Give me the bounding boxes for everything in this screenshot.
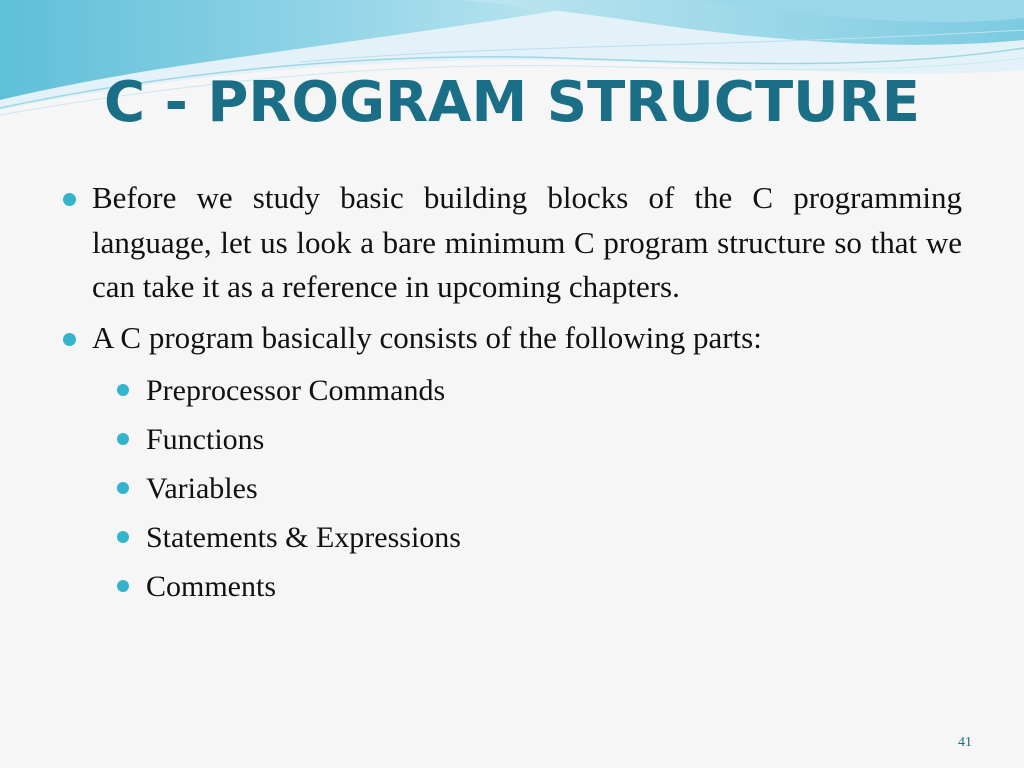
bullet-item [60,176,962,310]
bullet-dot-icon [117,580,129,592]
bullet-text: A C program basically consists of the following parts: [92,319,762,355]
content-area [60,176,962,611]
bullet-text: Before we study basic building blocks of the C programming language, let us look a bare minimum C program structure so that we can take it as a reference in upcoming chapters. [92,180,962,304]
page-number: 41 [958,735,972,750]
sub-bullet-text: Variables [146,472,258,505]
sub-bullet-text: Statements & Expressions [146,521,461,554]
bullet-dot-icon [117,433,129,445]
bullet-dot-icon [63,193,76,206]
bullet-dot-icon [117,531,129,543]
bullet-dot-icon [117,482,129,494]
sub-bullet-text: Preprocessor Commands [146,374,446,407]
sub-bullet-text: Comments [146,570,277,603]
sub-bullet-item [60,415,962,464]
sub-bullet-text: Functions [146,423,265,456]
sub-bullet-item [60,562,962,611]
sub-bullet-item [60,464,962,513]
bullet-dot-icon [117,384,129,396]
page-title: C - PROGRAM STRUCTURE [103,70,921,135]
sub-bullet-item [60,513,962,562]
bullet-dot-icon [63,333,76,346]
bullet-item [60,316,962,361]
sub-bullet-list [60,366,962,611]
sub-bullet-item [60,366,962,415]
